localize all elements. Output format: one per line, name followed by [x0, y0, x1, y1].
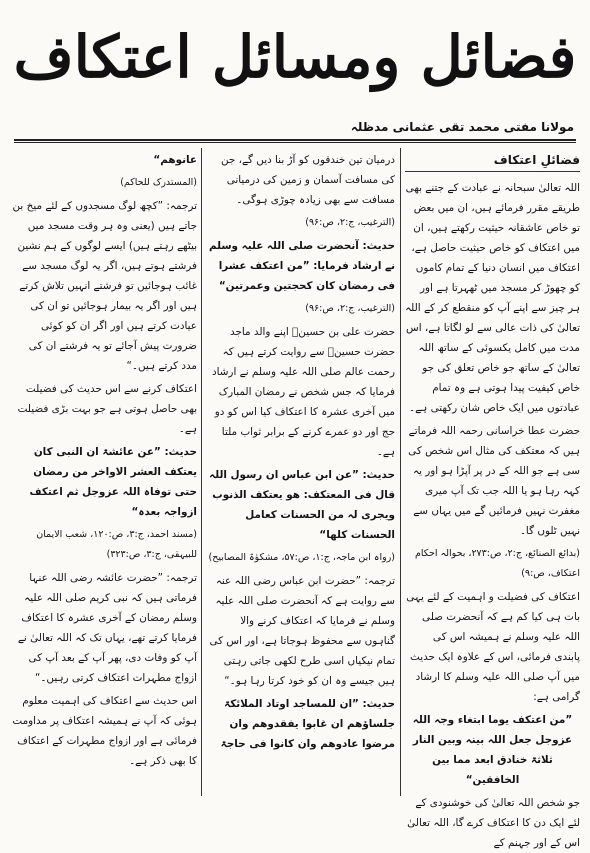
arabic-hadith: ”من اعتکف یوما ابتغاء وجہ اللہ عزوجل جعل اللہ بینہ وبین النار ثلاثۃ خنادق ابعد مما بین الخافقین“	[412, 714, 573, 786]
hadith: حدیث: آنحضرت صلی اللہ علیہ وسلم نے ارشاد فرمایا: ”من اعتکف عشرا فی رمضان کان کحجتین وعمرتین“	[208, 240, 395, 292]
paragraph: اعتکاف کی فضیلت و اہمیت کے لئے یہی بات ہی کیا کم ہے کہ آنحضرت صلی اللہ علیہ وسلم نے ہمیشہ اس کی پابندی فرمائی، اس کے علاوہ ایک حدیث میں آپ صلی اللہ علیہ وسلم کا ارشاد گرامی ہے:	[406, 591, 580, 703]
reference: (المستدرک للحاکم)	[120, 177, 197, 188]
paragraph: درمیان تین خندقوں کو آڑ بنا دیں گے، جن کی مسافت آسمان و زمین کی درمیانی مسافت سے بھی زیادہ چوڑی ہوگی۔	[220, 154, 395, 206]
column-divider	[400, 148, 401, 796]
hadith: حدیث: ”ان للمساجد اوتاد الملائکۃ جلساؤھم ان غابوا یفقدوھم وان مرضوا عادوھم وان کانوا فی حاجۃ	[220, 698, 395, 750]
column-right	[405, 150, 580, 849]
hadith: حدیث: ”عن عائشۃ ان النبی کان یعتکف العشر الاواخر من رمضان حتی توفاہ اللہ عزوجل ثم اعتکف ازواجہ بعدہ“	[29, 446, 197, 518]
translation: ترجمہ: ”حضرت ابن عباس رضی اللہ عنہ سے روایت ہے کہ آنحضرت صلی اللہ علیہ وسلم نے فرمایا کہ اعتکاف کرنے والا گناہوں سے محفوظ ہوجاتا ہے، اور اس کی تمام نیکیاں اسی طرح لکھی جاتی رہتی ہیں جیسے وہ ان کو خود کرتا رہا ہو۔“	[209, 575, 395, 687]
reference: (مسند احمد، ج:۳، ص:۱۲۰، شعب الایمان للبیہقی، ج:۳، ص:۳۲۳)	[36, 529, 197, 560]
paragraph: حضرت علی بن حسینؓ اپنے والد ماجد حضرت حسینؓ سے روایت کرتے ہیں کہ رحمت عالم صلی اللہ علیہ وسلم نے ارشاد فرمایا کہ جس شخص نے رمضان المبارک میں آخری عشرہ کا اعتکاف کیا اس کو دو حج اور دو عمرے کرنے کے برابر ثواب ملتا ہے۔	[211, 326, 395, 458]
page-title: فضائل ومسائل اعتکاف	[13, 23, 577, 91]
paragraph: حضرت عطا خراسانی رحمہ اللہ فرماتے ہیں کہ معتکف کی مثال اس شخص کی سی ہے جو اللہ کے در پر آپڑا ہو اور یہ کہہ رہا ہو یا اللہ جب تک آپ میری مغفرت نہیں فرمائیں گے میں یہاں سے نہیں ٹلوں گا۔	[408, 425, 580, 537]
translation: ترجمہ: ”حضرت عائشہ رضی اللہ عنہا فرماتی ہیں کہ نبی کریم صلی اللہ علیہ وسلم رمضان کے آخری عشرہ کا اعتکاف فرمایا کرتے تھے، یہاں تک کہ اللہ تعالیٰ نے آپ کو وفات دی، پھر آپ کے بعد آپ کی ازواج مطہرات اعتکاف کرتی رہیں۔“	[17, 572, 197, 684]
reference: (الترغیب، ج:۲، ص:۹۶)	[305, 217, 395, 228]
reference: (رواہ ابن ماجہ، ج:۱، ص:۵۷، مشکوٰۃ المصابیح)	[208, 552, 395, 563]
paragraph: اللہ تعالیٰ سبحانہ نے عبادت کے جتنے بھی طریقے مقرر فرمائے ہیں، ان میں بعض تو خاص عاشقانہ حیثیت رکھتے ہیں، ان میں اعتکاف کو خاص حیثیت حاصل ہے، اعتکاف میں انسان دنیا کے تمام کاموں کو چھوڑ کر مسجد میں ٹھہرتا ہے اور ہر چیز سے اپنے آپ کو منقطع کر کے اللہ تعالیٰ کی ذات عالی سے لو لگاتا ہے، اس مدت میں کامل یکسوئی کے ساتھ اللہ تعالیٰ کے ساتھ جو خاص تعلق کی جو خاص کیفیت پیدا ہوتی ہے وہ تمام عبادتوں میں ایک خاص شان رکھتی ہے۔	[405, 182, 580, 414]
reference: (بدائع الصنائع، ج:۲، ص:۲۷۳، بحوالہ احکام اعتکاف، ص:۹)	[415, 548, 580, 579]
hadith: حدیث: ”عن ابن عباس ان رسول اللہ قال فی المعتکف: ھو یعتکف الذنوب ویجری لہ من الحسنات کعامل الحسنات کلھا“	[209, 469, 395, 541]
section-heading: فضائلِ اعتکاف	[405, 150, 580, 172]
hadith: عانوھم“	[153, 154, 197, 166]
column-divider	[201, 148, 202, 796]
translation: ترجمہ: ”کچھ لوگ مسجدوں کے لئے میخ بن جاتے ہیں (یعنی وہ ہر وقت مسجد میں بیٹھے رہتے ہیں) ایسے لوگوں کے ہم نشین فرشتے ہوتے ہیں، اگر یہ لوگ مسجد سے غائب ہوجائیں تو فرشتے انہیں تلاش کرتے ہیں اور اگر یہ بیمار ہوجائیں تو ان کی عیادت کرتے ہیں اور اگر ان کو کوئی ضرورت پیش آجائے تو یہ فرشتے ان کی مدد کرتے ہیں۔“	[12, 200, 197, 372]
column-left	[12, 150, 197, 795]
paragraph: جو شخص اللہ تعالیٰ کی خوشنودی کے لئے ایک دن کا اعتکاف کرے گا، اللہ تعالیٰ اس کے اور جہنم کے	[407, 797, 580, 849]
paragraph: اعتکاف کرنے سے اس حدیث کی فضیلت بھی حاصل ہوتی ہے جو بہت بڑی فضیلت ہے۔	[17, 383, 197, 435]
paragraph: اس حدیث سے اعتکاف کی اہمیت معلوم ہوئی کہ آپ نے ہمیشہ اعتکاف پر مداومت فرمائی ہے اور ازواج مطہرات کے اعتکاف کا بھی ذکر ہے۔	[12, 695, 197, 767]
reference: (الترغیب، ج:۲، ص:۹۶)	[305, 303, 395, 314]
header-rule	[14, 139, 576, 141]
column-middle	[207, 150, 395, 795]
author-byline: مولانا مفتی محمد تقی عثمانی مدظلہ	[350, 120, 574, 134]
header-rule-thin	[14, 142, 576, 143]
